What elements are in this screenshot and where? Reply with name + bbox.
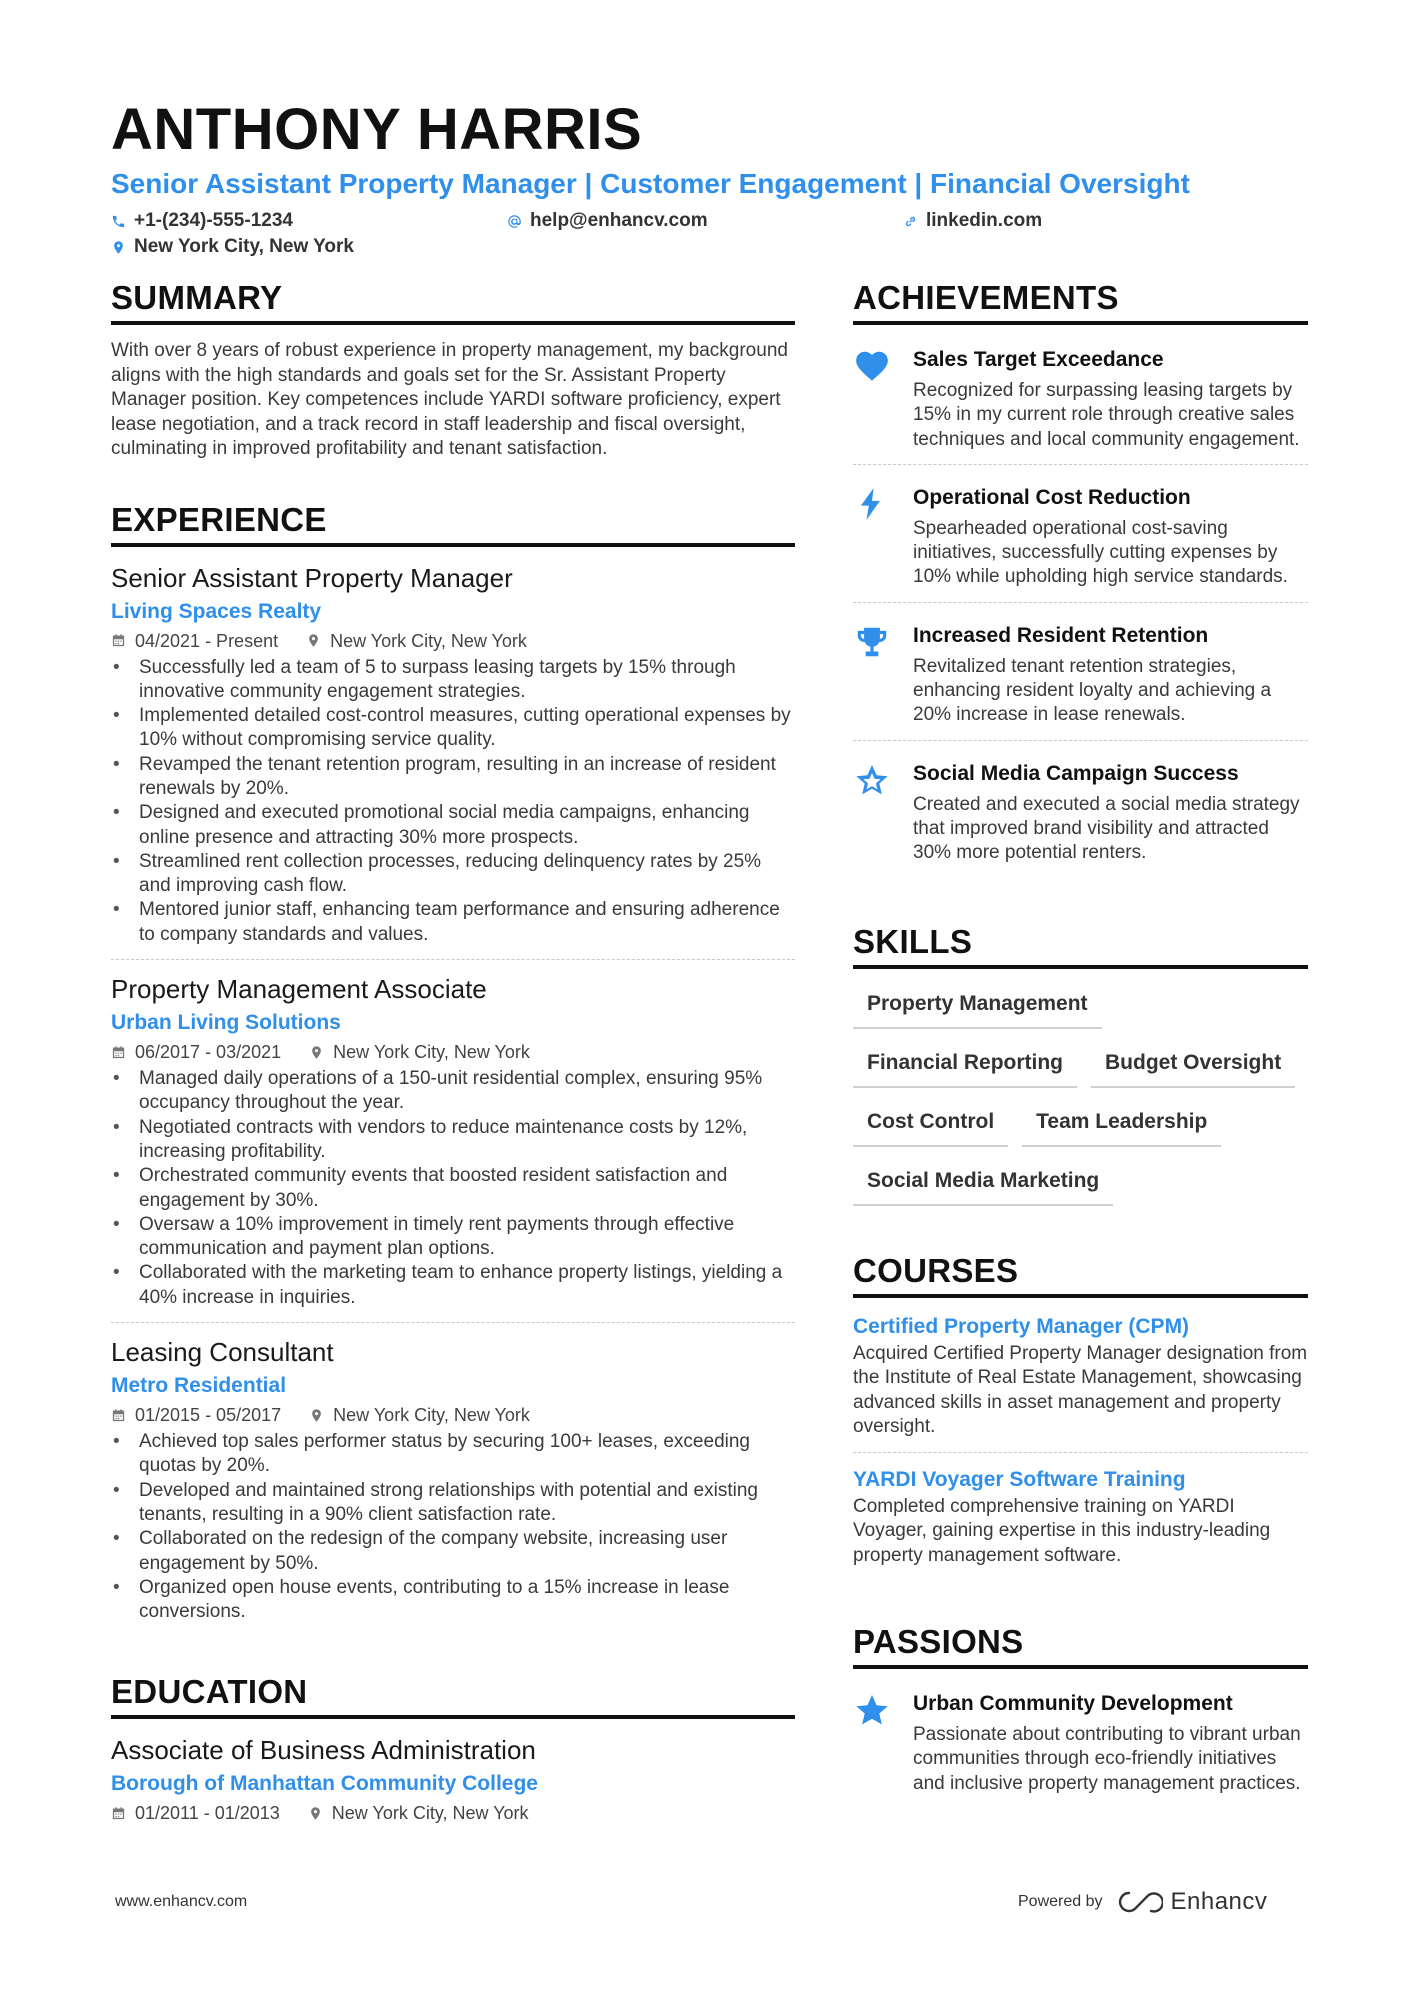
course-item xyxy=(853,1312,1308,1453)
achievement-item xyxy=(853,753,1308,878)
heart-icon xyxy=(853,347,891,385)
job-title: Leasing Consultant xyxy=(111,1337,334,1368)
bullet-item: • Mentored junior staff, enhancing team performance and ensuring adherence to company standards and values. xyxy=(111,898,795,947)
school-name: Borough of Manhattan Community College xyxy=(111,1772,538,1796)
education-section xyxy=(111,1670,795,1837)
course-title: Certified Property Manager (CPM) xyxy=(853,1314,1190,1338)
experience-entry xyxy=(111,1335,795,1636)
phone-text: +1-(234)-555-1234 xyxy=(134,210,293,231)
bullet-item: • Achieved top sales performer status by securing 100+ leases, exceeding quotas by 20%. xyxy=(111,1430,795,1479)
powered-by-text: Powered by xyxy=(1018,1893,1103,1910)
achievement-title: Operational Cost Reduction xyxy=(913,485,1191,509)
job-dates xyxy=(111,1040,281,1064)
trophy-icon xyxy=(853,623,891,661)
job-location xyxy=(309,1403,530,1427)
job-location xyxy=(306,629,527,653)
course-desc: Acquired Certified Property Manager designation from the Institute of Real Estate Management, showcasing advanced skills in asset management and property oversight. xyxy=(853,1342,1308,1438)
job-location-text: New York City, New York xyxy=(330,630,527,651)
job-location-text: New York City, New York xyxy=(333,1405,530,1426)
company-name: Living Spaces Realty xyxy=(111,599,322,623)
enhancv-logo-text: Enhancv xyxy=(1170,1888,1268,1915)
section-title-summary: SUMMARY xyxy=(111,276,795,325)
bullet-item: • Successfully led a team of 5 to surpass leasing targets by 15% through innovative community engagement strategies. xyxy=(111,656,795,705)
at-icon xyxy=(507,214,522,229)
job-bullets xyxy=(111,656,795,948)
skill-tag: Social Media Marketing xyxy=(853,1160,1113,1206)
star-icon xyxy=(853,1691,891,1729)
footer-branding xyxy=(1018,1888,1267,1916)
passion-item xyxy=(853,1683,1308,1808)
skills-section xyxy=(853,920,1308,1219)
education-entry xyxy=(111,1733,795,1837)
job-meta xyxy=(111,629,795,653)
resume-header xyxy=(111,96,1311,260)
achievement-item xyxy=(853,477,1308,603)
skill-tag: Cost Control xyxy=(853,1101,1008,1147)
right-column xyxy=(853,276,1308,1808)
passion-desc: Passionate about contributing to vibrant urban communities through eco-friendly initiatives and inclusive property management practices. xyxy=(913,1724,1301,1794)
location-text: New York City, New York xyxy=(134,236,354,257)
enhancv-logo-icon xyxy=(1117,1889,1163,1915)
left-column xyxy=(111,276,795,1837)
enhancv-logo[interactable] xyxy=(1117,1888,1268,1916)
job-bullets xyxy=(111,1067,795,1310)
courses-section xyxy=(853,1249,1308,1581)
section-title-education: EDUCATION xyxy=(111,1670,795,1719)
job-dates xyxy=(111,629,278,653)
job-dates-text: 06/2017 - 03/2021 xyxy=(135,1042,282,1063)
location-pin-icon xyxy=(111,240,126,255)
linkedin-text: linkedin.com xyxy=(926,210,1043,231)
job-title: Property Management Associate xyxy=(111,974,487,1005)
calendar-icon xyxy=(111,1806,126,1821)
achievement-title: Sales Target Exceedance xyxy=(913,348,1164,371)
job-dates xyxy=(111,1403,281,1427)
contact-phone xyxy=(111,208,507,234)
education-location-text: New York City, New York xyxy=(331,1803,529,1824)
footer-website[interactable]: www.enhancv.com xyxy=(115,1893,248,1910)
phone-icon xyxy=(111,214,126,229)
job-location xyxy=(309,1040,530,1064)
company-name: Metro Residential xyxy=(111,1374,287,1398)
section-title-achievements: ACHIEVEMENTS xyxy=(853,276,1308,325)
course-item xyxy=(853,1465,1308,1581)
contact-row xyxy=(111,208,1311,234)
summary-text: With over 8 years of robust experience in property management, my background aligns with the high standards and goals set for the Sr. Assistant Property Manager position. Key competences include YARDI software proficiency, expert lease negotiation, and a track record in staff leadership and fiscal oversight, culminating in improved profitability and tenant satisfaction. xyxy=(111,340,788,459)
job-dates-text: 04/2021 - Present xyxy=(135,630,279,651)
experience-section xyxy=(111,498,795,1637)
bullet-item: • Developed and maintained strong relationships with potential and existing tenants, resulting in a 90% client satisfaction rate. xyxy=(111,1479,795,1528)
bullet-item: • Collaborated on the redesign of the company website, increasing user engagement by 50%. xyxy=(111,1527,795,1576)
bullet-item: • Orchestrated community events that boosted resident satisfaction and engagement by 30%. xyxy=(111,1164,795,1213)
degree-title: Associate of Business Administration xyxy=(111,1735,536,1766)
section-title-skills: SKILLS xyxy=(853,920,1308,969)
calendar-icon xyxy=(111,1408,126,1423)
lightning-icon xyxy=(853,485,891,523)
candidate-name: ANTHONY HARRIS xyxy=(111,97,643,162)
achievement-desc: Recognized for surpassing leasing targets by 15% in my current role through creative sales techniques and local community engagement. xyxy=(913,380,1300,450)
bullet-item: • Streamlined rent collection processes, reducing delinquency rates by 25% and improving cash flow. xyxy=(111,850,795,899)
job-meta xyxy=(111,1403,795,1427)
job-bullets xyxy=(111,1430,795,1624)
passion-title: Urban Community Development xyxy=(913,1692,1233,1716)
section-title-experience: EXPERIENCE xyxy=(111,498,795,547)
company-name: Urban Living Solutions xyxy=(111,1011,341,1035)
bullet-item: • Designed and executed promotional social media campaigns, enhancing online presence and attracting 30% more prospects. xyxy=(111,801,795,850)
location-pin-icon xyxy=(308,1806,323,1821)
passions-section xyxy=(853,1620,1308,1808)
bullet-item: • Organized open house events, contributing to a 15% increase in lease conversions. xyxy=(111,1576,795,1625)
skills-list xyxy=(853,983,1308,1219)
experience-entry xyxy=(111,561,795,961)
location-pin-icon xyxy=(306,633,321,648)
education-meta xyxy=(111,1801,795,1825)
section-title-courses: COURSES xyxy=(853,1249,1308,1298)
location-pin-icon xyxy=(309,1408,324,1423)
link-icon xyxy=(903,214,918,229)
achievement-title: Social Media Campaign Success xyxy=(913,761,1239,785)
bullet-item: • Oversaw a 10% improvement in timely rent payments through effective communication and payment plan options. xyxy=(111,1213,795,1262)
achievement-item xyxy=(853,615,1308,741)
contact-linkedin[interactable] xyxy=(903,208,1042,234)
calendar-icon xyxy=(111,633,126,648)
contact-row-2 xyxy=(111,234,1311,260)
course-title: YARDI Voyager Software Training xyxy=(853,1467,1186,1491)
achievement-item xyxy=(853,339,1308,465)
education-dates-text: 01/2011 - 01/2013 xyxy=(135,1803,280,1824)
skill-tag: Team Leadership xyxy=(1022,1101,1221,1147)
achievement-desc: Created and executed a social media strategy that improved brand visibility and attracted 30% more potential renters. xyxy=(913,793,1300,864)
job-dates-text: 01/2015 - 05/2017 xyxy=(135,1405,282,1426)
achievement-title: Increased Resident Retention xyxy=(913,623,1209,647)
bullet-item: • Revamped the tenant retention program, resulting in an increase of resident renewals by 20%. xyxy=(111,753,795,802)
job-title: Senior Assistant Property Manager xyxy=(111,562,513,593)
summary-section xyxy=(111,276,795,462)
job-meta xyxy=(111,1040,795,1064)
bullet-item: • Negotiated contracts with vendors to reduce maintenance costs by 12%, increasing profitability. xyxy=(111,1116,795,1165)
skill-tag: Budget Oversight xyxy=(1091,1042,1295,1088)
calendar-icon xyxy=(111,1045,126,1060)
skill-tag: Property Management xyxy=(853,983,1102,1029)
contact-email[interactable] xyxy=(507,208,903,234)
education-location xyxy=(308,1801,529,1825)
course-desc: Completed comprehensive training on YARDI Voyager, gaining expertise in this industry-leading property management software. xyxy=(853,1495,1271,1566)
achievements-section xyxy=(853,276,1308,878)
section-title-passions: PASSIONS xyxy=(853,1620,1308,1669)
bullet-item: • Managed daily operations of a 150-unit residential complex, ensuring 95% occupancy throughout the year. xyxy=(111,1067,795,1116)
contact-location xyxy=(111,234,354,260)
skill-tag: Financial Reporting xyxy=(853,1042,1077,1088)
education-dates xyxy=(111,1801,280,1825)
achievement-desc: Revitalized tenant retention strategies, enhancing resident loyalty and achieving a 20% increase in lease renewals. xyxy=(913,655,1272,726)
bullet-item: • Implemented detailed cost-control measures, cutting operational expenses by 10% without compromising service quality. xyxy=(111,704,795,753)
bullet-item: • Collaborated with the marketing team to enhance property listings, yielding a 40% increase in inquiries. xyxy=(111,1261,795,1310)
location-pin-icon xyxy=(309,1045,324,1060)
star-outline-icon xyxy=(853,761,891,799)
email-text: help@enhancv.com xyxy=(530,210,708,231)
experience-entry xyxy=(111,972,795,1323)
candidate-tagline: Senior Assistant Property Manager | Customer Engagement | Financial Oversight xyxy=(111,168,1190,199)
job-location-text: New York City, New York xyxy=(333,1042,530,1063)
achievement-desc: Spearheaded operational cost-saving initiatives, successfully cutting expenses by 10% while upholding high service standards. xyxy=(913,517,1288,588)
